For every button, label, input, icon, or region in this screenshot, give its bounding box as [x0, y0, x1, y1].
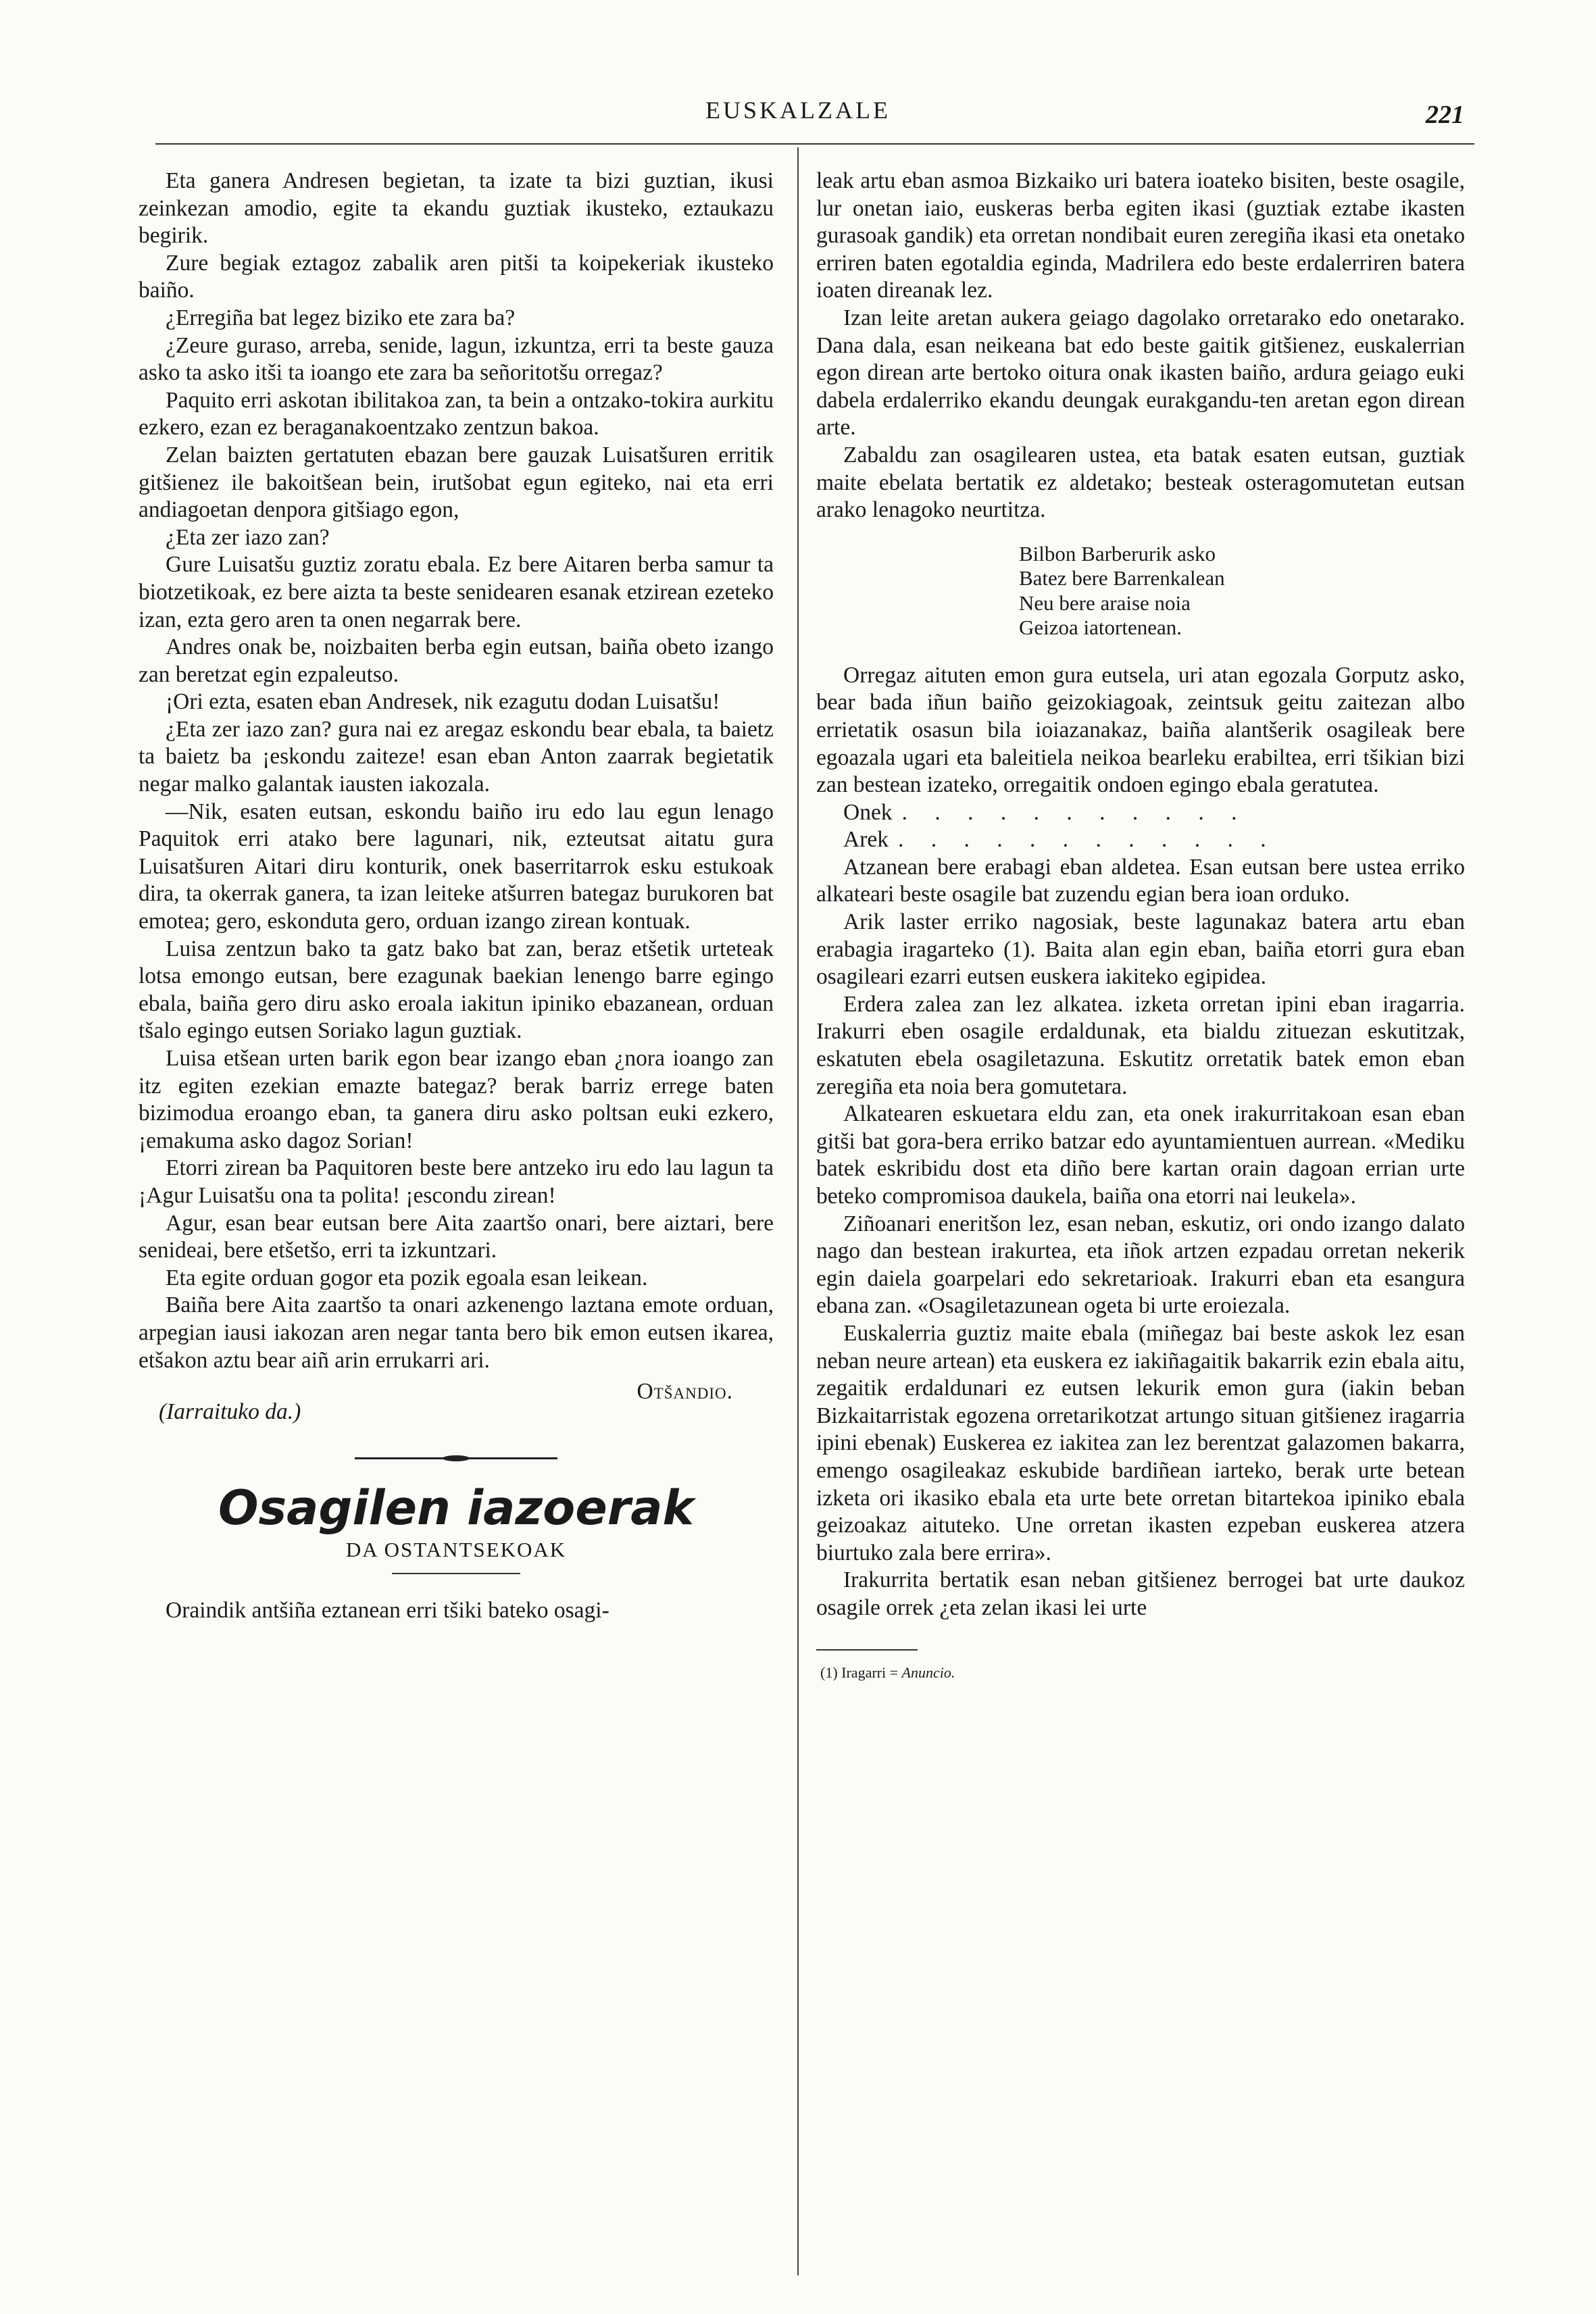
paragraph: leak artu eban asmoa Bizkaiko uri batera ioateko bisiten, beste osagile, lur onetan iaio, euskeras berba egiten ikasi (guztiak eztabe ikasten gurasoak gandik) eta orretan nondibait euren zeregiña ikasi eta onetako erriren baten egotaldia eginda, Madrilera edo beste erdalerriren batera ioaten direanak lez.: [816, 168, 1465, 303]
paragraph: Zure begiak eztagoz zabalik aren pitši ta koipekeriak ikusteko baiño.: [139, 250, 774, 303]
verse-line: Batez bere Barrenkalean: [1019, 566, 1225, 590]
paragraph: Luisa zentzun bako ta gatz bako bat zan, beraz etšetik urteteak lotsa emongo eutsan, bere ezagunak baekian lenengo barre egingo ebala, baiña gero diru asko eroala iakitun ipiniko ebazanean, orduan tšalo egingo eutsen Soriako lagun guztiak.: [139, 936, 774, 1044]
column-divider: [797, 147, 799, 2275]
paragraph: Eta ganera Andresen begietan, ta izate ta bizi guztian, ikusi zeinkezan amodio, egite ta ekandu guztiak ikusteko, eztaukazu begirik.: [139, 168, 774, 249]
paragraph: —Nik, esaten eutsan, eskondu baiño iru edo lau egun lenago Paquitok erri atako bere lagunari, nik, ezteutsat aitatu gura Luisatšuren Aitari diru konturik, onek baserritarrok esku estukoak dira, ta okerrak ganera, ta izan leiteke atšurren bategaz burukoren bat emotea; gero, eskonduta gero, orduan izango zirean kontuak.: [139, 799, 774, 934]
paragraph: Erdera zalea zan lez alkatea. izketa orretan ipini eban iragarria. Irakurri eben osagile erdaldunak, eta bialdu zituezan eskutitzak, eskatuten ebela osagiletazuna. Eskutitz orretatik batek emon eban zeregiña eta noia bera gomutetara.: [816, 991, 1465, 1099]
ornament-rule: [355, 1457, 557, 1459]
section-subtitle: DA OSTANTSEKOAK: [345, 1537, 567, 1561]
footnote: [816, 1663, 1465, 1683]
paragraph: Eta egite orduan gogor eta pozik egoala esan leikean.: [166, 1265, 648, 1290]
verse: [1019, 542, 1465, 640]
footnote-term: Anuncio.: [901, 1663, 955, 1681]
paragraph: ¿Eta zer iazo zan?: [166, 524, 330, 550]
paragraph: ¿Zeure guraso, arreba, senide, lagun, izkuntza, erri ta beste gauza asko ta asko itši ta ioango ete zara ba señoritotšu orregaz?: [139, 332, 774, 386]
dialogue-line: [816, 826, 1465, 854]
author-signature: Otšandio.: [637, 1379, 733, 1405]
speaker-label: Arek: [843, 827, 889, 853]
divider: [392, 1573, 520, 1574]
verse-line: Neu bere araise noia: [1019, 590, 1191, 615]
ellipsis-dots: . . . . . . . . . . .: [901, 799, 1248, 825]
paragraph: Paquito erri askotan ibilitakoa zan, ta bein a ontzako-tokira aurkitu ezkero, ezan ez beraganakoentzako zentzun bakoa.: [139, 387, 774, 441]
right-column: [816, 168, 1465, 1683]
paragraph: Andres onak be, noizbaiten berba egin eutsan, baiña obeto izango zan beretzat egin ezpaleutso.: [139, 634, 774, 687]
header-rule: [155, 143, 1474, 145]
paragraph: Etorri zirean ba Paquitoren beste bere antzeko iru edo lau lagun ta ¡Agur Luisatšu ona ta polita! ¡escondu zirean!: [139, 1155, 774, 1208]
paragraph: Irakurrita bertatik esan neban gitšienez berrogei bat urte daukoz osagile orrek ¿eta zelan ikasi lei urte: [816, 1567, 1465, 1620]
verse-line: Bilbon Barberurik asko: [1019, 541, 1216, 565]
paragraph: Orregaz aituten emon gura eutsela, uri atan egozala Gorputz asko, bear bada iñun baiño geizokiagoak, zeintsuk geitu zaitezan albo errietatik osasun bila ioiazanakaz, baiña alantšerik osagileak bere egoazala ugari eta baleitiela neikoa bearleku erabiltea, erri tšikian bizi zan bestean izateko, orregaitik ondoen egingo ebala geratutea.: [816, 662, 1465, 798]
paragraph: Alkatearen eskuetara eldu zan, eta onek irakurritakoan esan eban gitši bat gora-bera erriko batzar edo ayuntamientuen aurrean. «Mediku batek eskribidu dost eta diño bere kartan orain dagoan errian urte beteko compromisoa daukela, baiña ona etorri nai leukela».: [816, 1101, 1465, 1209]
speaker-label: Onek: [843, 799, 893, 825]
paragraph: Arik laster erriko nagosiak, beste lagunakaz batera artu eban erabagia iragarteko (1). Baita alan egin eban, baiña etorri gura eban osagileari ezarri eutsen euskera iakiteko egipidea.: [816, 909, 1465, 990]
paragraph: ¿Erregiña bat legez biziko ete zara ba?: [166, 305, 516, 330]
paragraph: Euskalerria guztiz maite ebala (miñegaz bai beste askok lez esan neban neure artean) eta euskera ez iakiñagaitik bakarrik ezin ebala aitu, zegaitik erdaldunari ez eutsen lekurik emon gura (iakin beban Bizkaitarristak egozena orretarikotzat artungo situan gitšienez iragarria ipini ebenak) Euskerea ez iakitea zan lez berentzat galazomen bakarra, emengo osagileakaz eskubide bardiñean iarteko, berak urte betean izketa ori ikasiko ebala eta urte bete orretan bitartekoa ipiniko ebala geizoakaz aituteko. Une orretan ikasten ezpeban euskerea atzera biurtuko zala bere errira».: [816, 1320, 1465, 1565]
paragraph: ¡Ori ezta, esaten eban Andresek, nik ezagutu dodan Luisatšu!: [166, 689, 720, 715]
verse-line: Geizoa iatortenean.: [1019, 615, 1182, 640]
paragraph: ¿Eta zer iazo zan? gura nai ez aregaz eskondu bear ebala, ta baietz ta baietz ba ¡eskondu zaiteze! esan eban Anton zaarrak begietatik negar malko galantak iausten iakozala.: [139, 716, 774, 797]
dialogue-line: [816, 799, 1465, 827]
footnote-label: (1) Iragarri =: [820, 1663, 899, 1681]
left-column: [139, 168, 774, 1624]
paragraph: Ziñoanari eneritšon lez, esan neban, eskutiz, ori ondo izango dalato nago dan bestean irakurtea, eta iñok artzen ezpadau orretan nekerik egin daiela goarpelari edo sekretarioak. Irakurri eban eta esangura ebana zan. «Osagiletazunean ogeta bi urte eroiezala.: [816, 1211, 1465, 1319]
running-head: EUSKALZALE: [705, 97, 891, 124]
paragraph: Zelan baizten gertatuten ebazan bere gauzak Luisatšuren erritik gitšienez ile bakoitšean bein, irutšobat egun egiteko, nai eta erri andiagoetan denpora gitšiago egon,: [139, 442, 774, 523]
paragraph: Atzanean bere erabagi eban aldetea. Esan eutsan bere ustea erriko alkateari beste osagile bat zuzendu egian bera ioan orduko.: [816, 854, 1465, 907]
section-title: Osagilen iazoerak: [218, 1480, 695, 1536]
signature-row: [139, 1378, 774, 1426]
paragraph: Luisa etšean urten barik egon bear izango eban ¿nora ioango zan itz egiten ezekian emazte bategaz? berak barriz errege baten bizimodua eroango eban, ta ganera diru asko poltsan euki ezkero, ¡emakuma asko dagoz Sorian!: [139, 1046, 774, 1153]
paragraph: Gure Luisatšu guztiz zoratu ebala. Ez bere Aitaren berba samur ta biotzetikoak, ez bere aizta ta beste senidearen esanak etzirean ezeteko izan, ezta gero aren ta onen negarrak bere.: [139, 552, 774, 632]
paragraph: Izan leite aretan aukera geiago dagolako orretarako edo onetarako. Dana dala, esan neikeana bat edo beste gaitik gitšienez, euskalerrian egon direan arte bertoko oitura onak ikasten baiño, ardura geiago euki dabela erdalerriko ekandu deungak eurakgandu-ten aretan egon direan arte.: [816, 305, 1465, 441]
paragraph: Oraindik antšiña eztanean erri tšiki bateko osagi-: [166, 1597, 609, 1623]
paragraph: Baiña bere Aita zaartšo ta onari azkenengo laztana emote orduan, arpegian iausi iakozan aren negar tanta bero bik emon eutsen ikarea, etšakon aztu bear aiñ arin errukarri ari.: [139, 1292, 774, 1373]
paragraph: Agur, esan bear eutsan bere Aita zaartšo onari, bere aiztari, bere senideai, bere etšetšo, erri ta izkuntzari.: [139, 1210, 774, 1263]
paragraph: Zabaldu zan osagilearen ustea, eta batak esaten eutsan, guztiak maite ebelata bertatik ez aldetako; besteak osteragomutetan eutsan arako lenagoko neurtitza.: [816, 442, 1465, 523]
continued-note: (Iarraituko da.): [159, 1399, 301, 1425]
ellipsis-dots: . . . . . . . . . . . .: [897, 827, 1277, 853]
page-number: 221: [1426, 101, 1464, 129]
footnote-rule: [816, 1649, 918, 1651]
